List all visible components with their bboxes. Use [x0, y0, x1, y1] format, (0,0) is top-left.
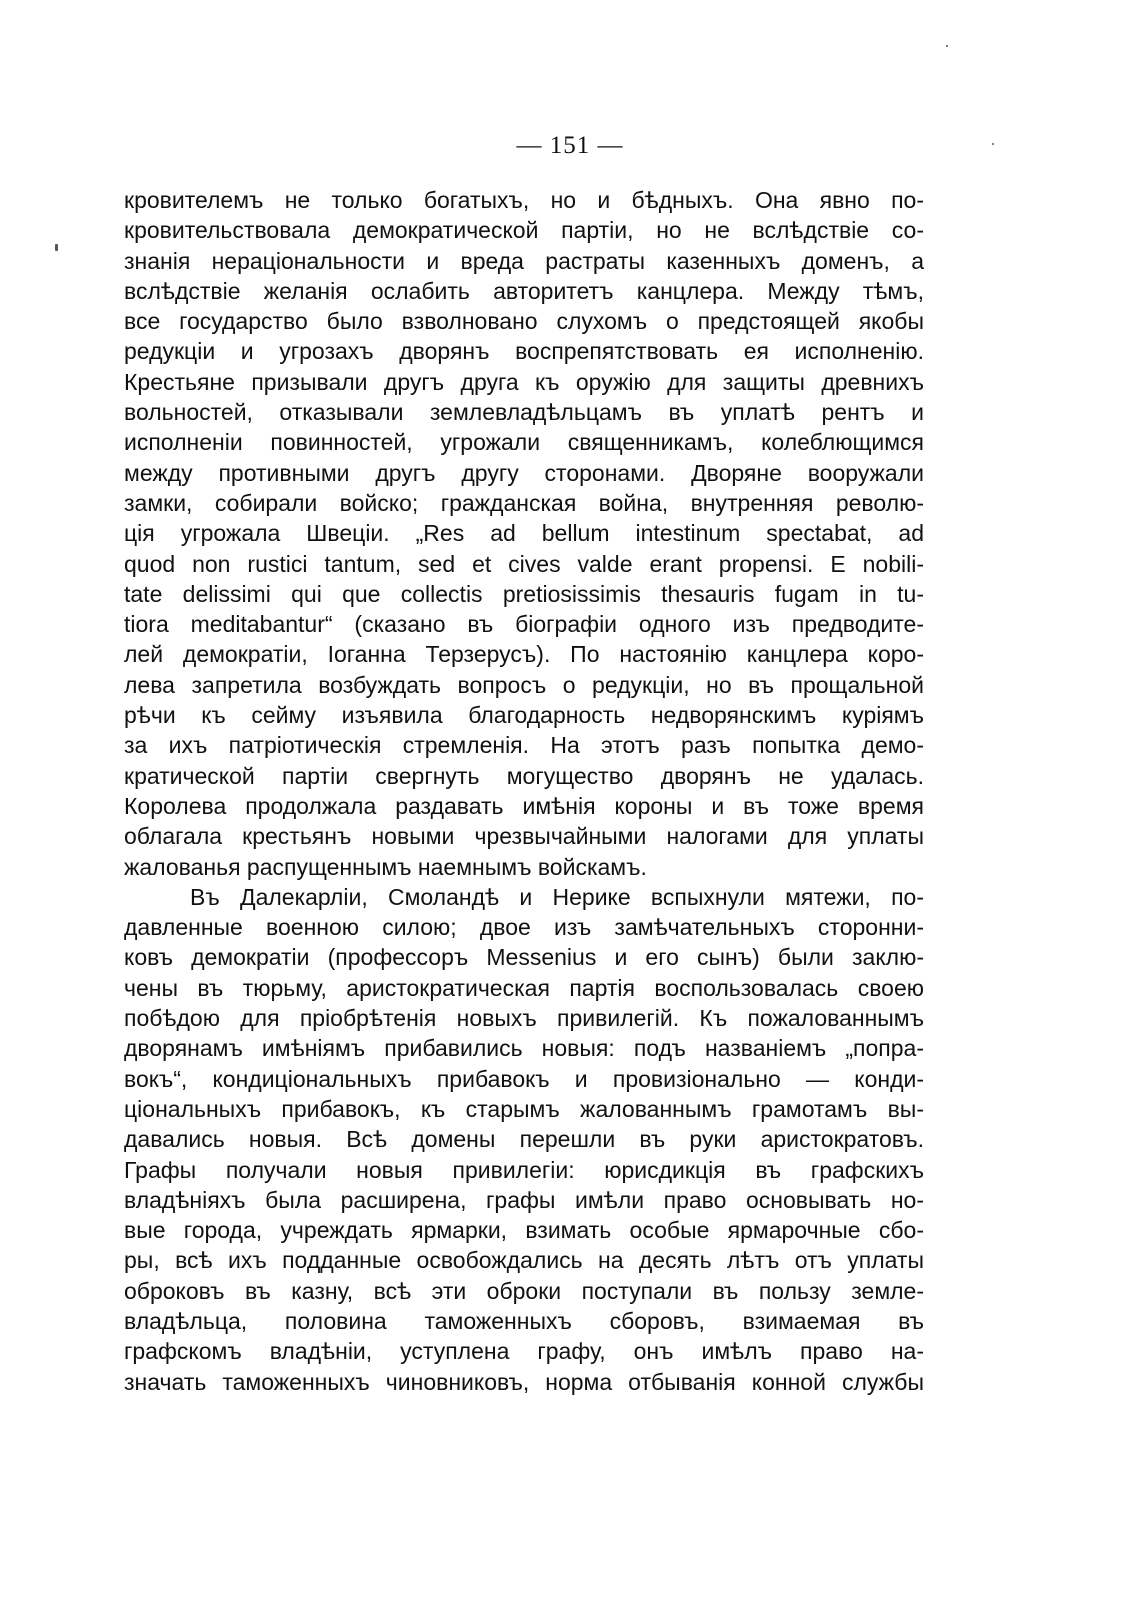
scan-speck: [55, 244, 58, 251]
text-line: исполненіи повинностей, угрожали священникамъ, колеблющимся: [124, 429, 924, 456]
text-line: кровителемъ не только богатыхъ, но и бѣдныхъ. Она явно по-: [124, 187, 924, 213]
text-line: за ихъ патріотическія стремленія. На этотъ разъ попытка демо-: [124, 732, 924, 759]
text-line: ціональныхъ прибавокъ, къ старымъ жалованнымъ грамотамъ вы-: [124, 1095, 924, 1122]
scan-speck: [946, 45, 948, 47]
text-line: давленные военною силою; двое изъ замѣчательныхъ сторонни-: [124, 914, 924, 941]
text-line: Крестьяне призывали другъ друга къ оружію для защиты древнихъ: [124, 368, 924, 395]
text-line: лева запретила возбуждать вопросъ о редукціи, но въ прощальной: [124, 671, 924, 698]
text-line: владѣніяхъ была расширена, графы имѣли право основывать но-: [124, 1186, 924, 1213]
text-line: tiora meditabantur“ (сказано въ біографіи одного изъ предводите-: [124, 611, 924, 638]
text-line: замки, собирали войско; гражданская война, внутренняя револю-: [124, 489, 924, 516]
text-line: Королева продолжала раздавать имѣнія короны и въ тоже время: [124, 792, 924, 819]
text-line: tate delissimi qui que collectis pretiosissimis thesauris fugam in tu-: [124, 580, 924, 607]
text-line: вокъ“, кондиціональныхъ прибавокъ и провизіонально — конди-: [124, 1065, 924, 1092]
text-line: вые города, учреждать ярмарки, взимать особые ярмарочные сбо-: [124, 1217, 924, 1244]
text-line: лей демократіи, Іоганна Терзерусъ). По настоянію канцлера коро-: [124, 641, 924, 668]
text-line: дворянамъ имѣніямъ прибавились новыя: подъ названіемъ „попра-: [124, 1035, 924, 1062]
text-line: Графы получали новыя привилегіи: юрисдикція въ графскихъ: [124, 1156, 924, 1183]
text-line: между противными другъ другу сторонами. Дворяне вооружали: [124, 459, 924, 486]
text-line: вольностей, отказывали землевладѣльцамъ въ уплатѣ рентъ и: [124, 399, 924, 426]
text-line: ковъ демократіи (профессоръ Messenius и его сынъ) были заклю-: [124, 944, 924, 971]
paragraph-end-line: жалованья распущеннымъ наемнымъ войскамъ.: [124, 853, 647, 880]
text-line: облагала крестьянъ новыми чрезвычайными налогами для уплаты: [124, 823, 924, 850]
paragraph-start-line: Въ Далекарліи, Смоландѣ и Нерике вспыхнули мятежи, по-: [190, 883, 924, 910]
scan-speck: [992, 143, 994, 145]
text-line: оброковъ въ казну, всѣ эти оброки поступали въ пользу земле-: [124, 1277, 924, 1304]
text-line: кровительствовала демократической партіи, но не вслѣдствіе со-: [124, 217, 924, 244]
text-line: quod non rustici tantum, sed et cives valde erant propensi. E nobili-: [124, 550, 924, 577]
text-line: графскомъ владѣніи, уступлена графу, онъ имѣлъ право на-: [124, 1338, 924, 1365]
text-line: рѣчи къ сейму изъявила благодарность недворянскимъ куріямъ: [124, 702, 924, 729]
text-line: кратической партіи свергнуть могущество дворянъ не удалась.: [124, 762, 924, 789]
text-line: знанія нераціональности и вреда растраты казенныхъ доменъ, а: [124, 247, 924, 274]
text-line: вслѣдствіе желанія ослабить авторитетъ канцлера. Между тѣмъ,: [124, 277, 924, 304]
text-line: давались новыя. Всѣ домены перешли въ руки аристократовъ.: [124, 1126, 924, 1153]
page-number: — 151 —: [516, 132, 624, 159]
text-line: ція угрожала Швеціи. „Res ad bellum intestinum spectabat, ad: [124, 520, 924, 547]
text-line: владѣльца, половина таможенныхъ сборовъ, взимаемая въ: [124, 1307, 924, 1334]
text-line: чены въ тюрьму, аристократическая партія воспользовалась своею: [124, 974, 924, 1001]
text-line: побѣдою для пріобрѣтенія новыхъ привилегій. Къ пожалованнымъ: [124, 1005, 924, 1032]
text-line: редукціи и угрозахъ дворянъ воспрепятствовать ея исполненію.: [124, 338, 924, 365]
text-line: значать таможенныхъ чиновниковъ, норма отбыванія конной службы: [124, 1368, 924, 1395]
text-line: все государство было взволновано слухомъ о предстоящей якобы: [124, 308, 924, 335]
body-text: [124, 185, 924, 1397]
text-line: ры, всѣ ихъ подданные освобождались на десять лѣтъ отъ уплаты: [124, 1247, 924, 1274]
